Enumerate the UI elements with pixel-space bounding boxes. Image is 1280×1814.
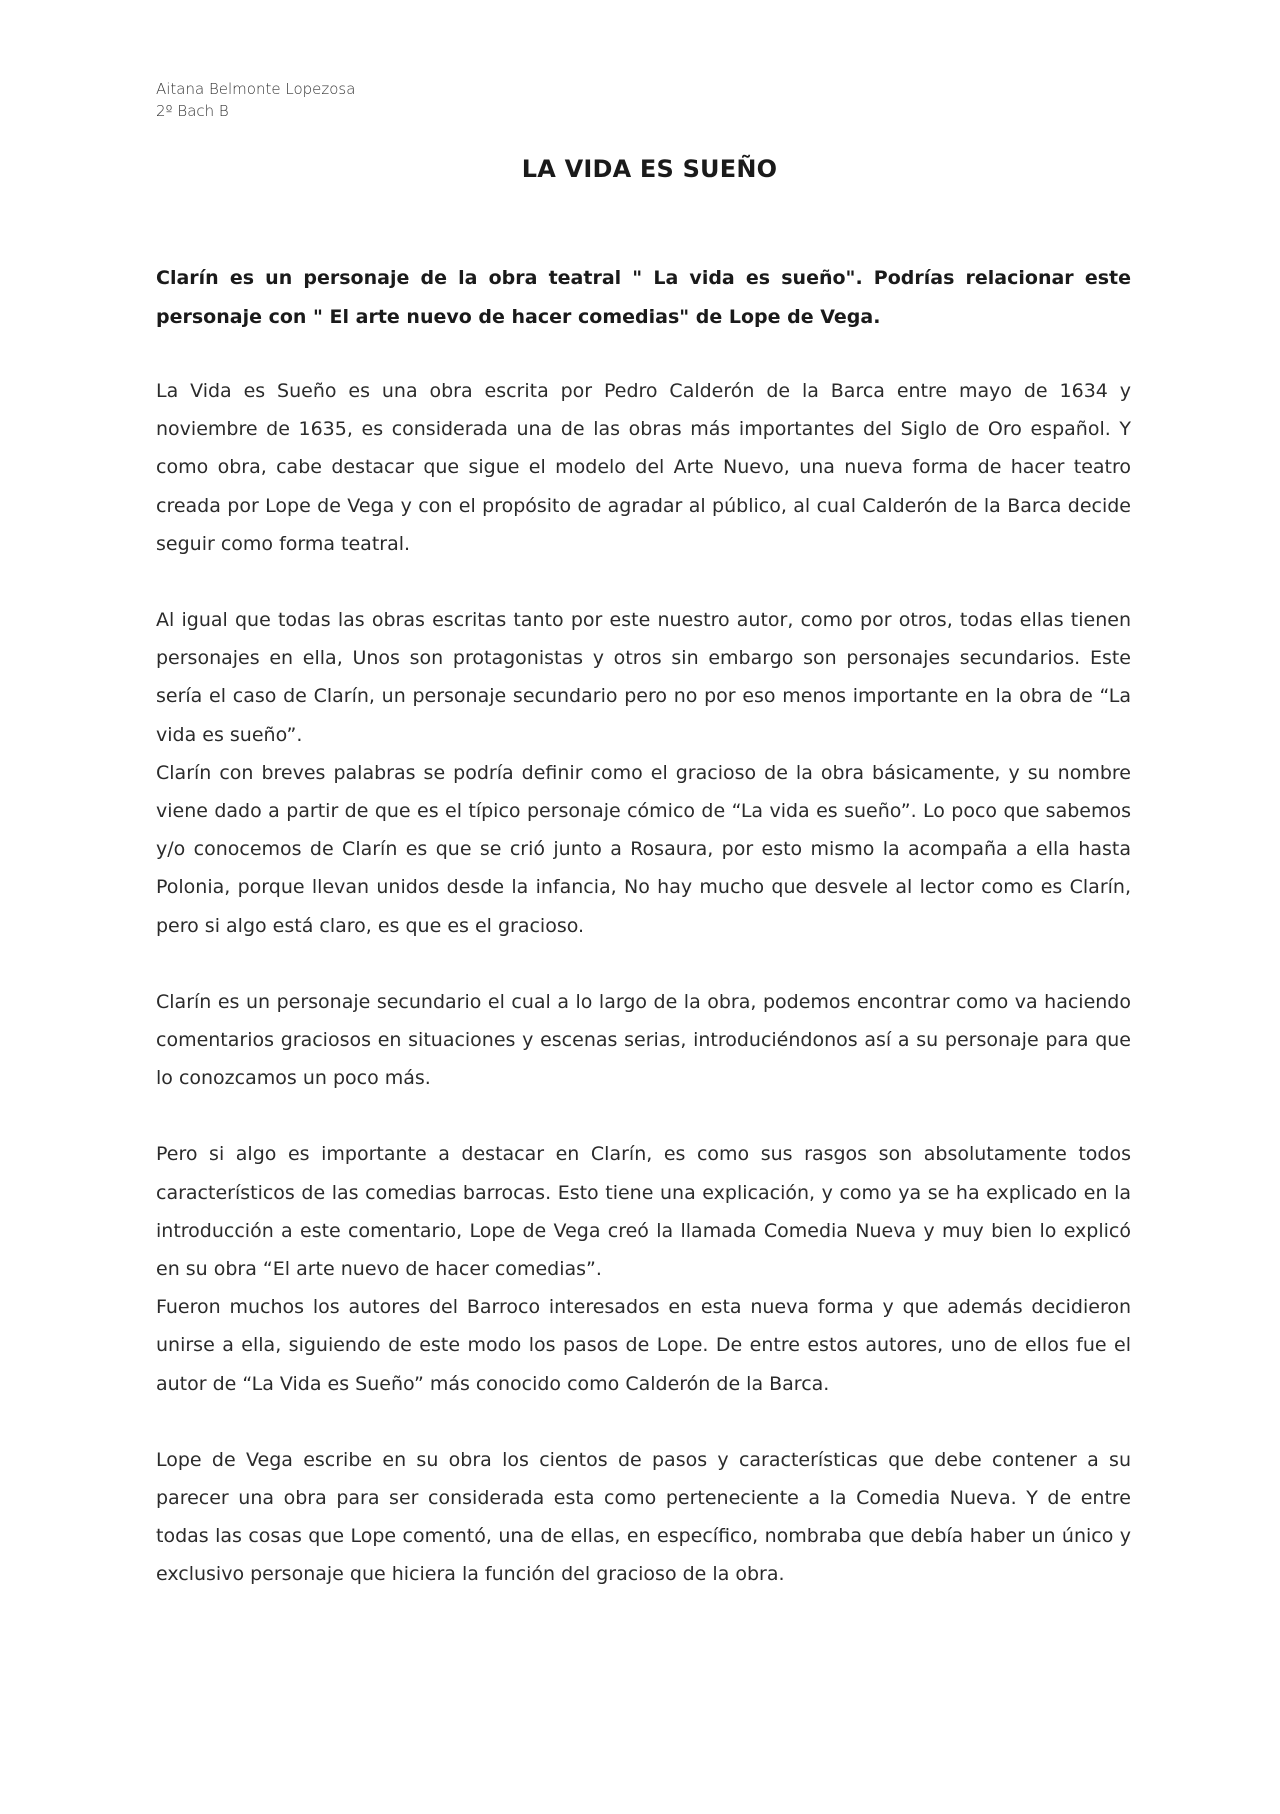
essay-question: Clarín es un personaje de la obra teatral " La vida es sueño". Podrías relacionar este personaje con " El arte nuevo de hacer comedias" de Lope de Vega. xyxy=(156,267,1131,328)
paragraph-baroque-traits: Pero si algo es importante a destacar en Clarín, es como sus rasgos son absolutamente todos característicos de las comedias barrocas. Esto tiene una explicación, y como ya se ha explicado en la introducción a este comentario, Lope de Vega creó la llamada Comedia Nueva y muy bien lo explicó en su obra “El arte nuevo de hacer comedias”. xyxy=(156,1143,1131,1281)
document-title: LA VIDA ES SUEÑO xyxy=(521,155,778,183)
paragraph-lope-gracioso: Lope de Vega escribe en su obra los cientos de pasos y características que debe contener a su parecer una obra para ser considerada esta como perteneciente a la Comedia Nueva. Y de entre todas las cosas que Lope comentó, una de ellas, en específico, nombraba que debía haber un único y exclusivo personaje que hiciera la función del gracioso de la obra. xyxy=(156,1448,1131,1586)
paragraph-characters: Al igual que todas las obras escritas tanto por este nuestro autor, como por otros, todas ellas tienen personajes en ella, Unos son protagonistas y otros sin embargo son personajes secundarios. Este sería el caso de Clarín, un personaje secundario pero no por eso menos importante en la obra de “La vida es sueño”. xyxy=(156,609,1131,746)
author-name: Aitana Belmonte Lopezosa xyxy=(156,80,356,98)
paragraph-clarin-definition: Clarín con breves palabras se podría definir como el gracioso de la obra básicamente, y su nombre viene dado a partir de que es el típico personaje cómico de “La vida es sueño”. Lo poco que sabemos y/o conocemos de Clarín es que se crió junto a Rosaura, por esto mismo la acompaña a ella hasta Polonia, porque llevan unidos desde la infancia, No hay mucho que desvele al lector como es Clarín, pero si algo está claro, es que es el gracioso. xyxy=(156,761,1131,937)
class-label: 2º Bach B xyxy=(156,102,229,120)
paragraph-clarin-secondary: Clarín es un personaje secundario el cual a lo largo de la obra, podemos encontrar como va haciendo comentarios graciosos en situaciones y escenas serias, introduciéndonos así a su personaje para que lo conozcamos un poco más. xyxy=(156,990,1131,1090)
paragraph-baroque-authors: Fueron muchos los autores del Barroco interesados en esta nueva forma y que además decidieron unirse a ella, siguiendo de este modo los pasos de Lope. De entre estos autores, uno de ellos fue el autor de “La Vida es Sueño” más conocido como Calderón de la Barca. xyxy=(156,1296,1131,1395)
paragraph-intro: La Vida es Sueño es una obra escrita por Pedro Calderón de la Barca entre mayo de 1634 y noviembre de 1635, es considerada una de las obras más importantes del Siglo de Oro español. Y como obra, cabe destacar que sigue el modelo del Arte Nuevo, una nueva forma de hacer teatro creada por Lope de Vega y con el propósito de agradar al público, al cual Calderón de la Barca decide seguir como forma teatral. xyxy=(156,380,1131,555)
document-header xyxy=(156,78,1131,122)
